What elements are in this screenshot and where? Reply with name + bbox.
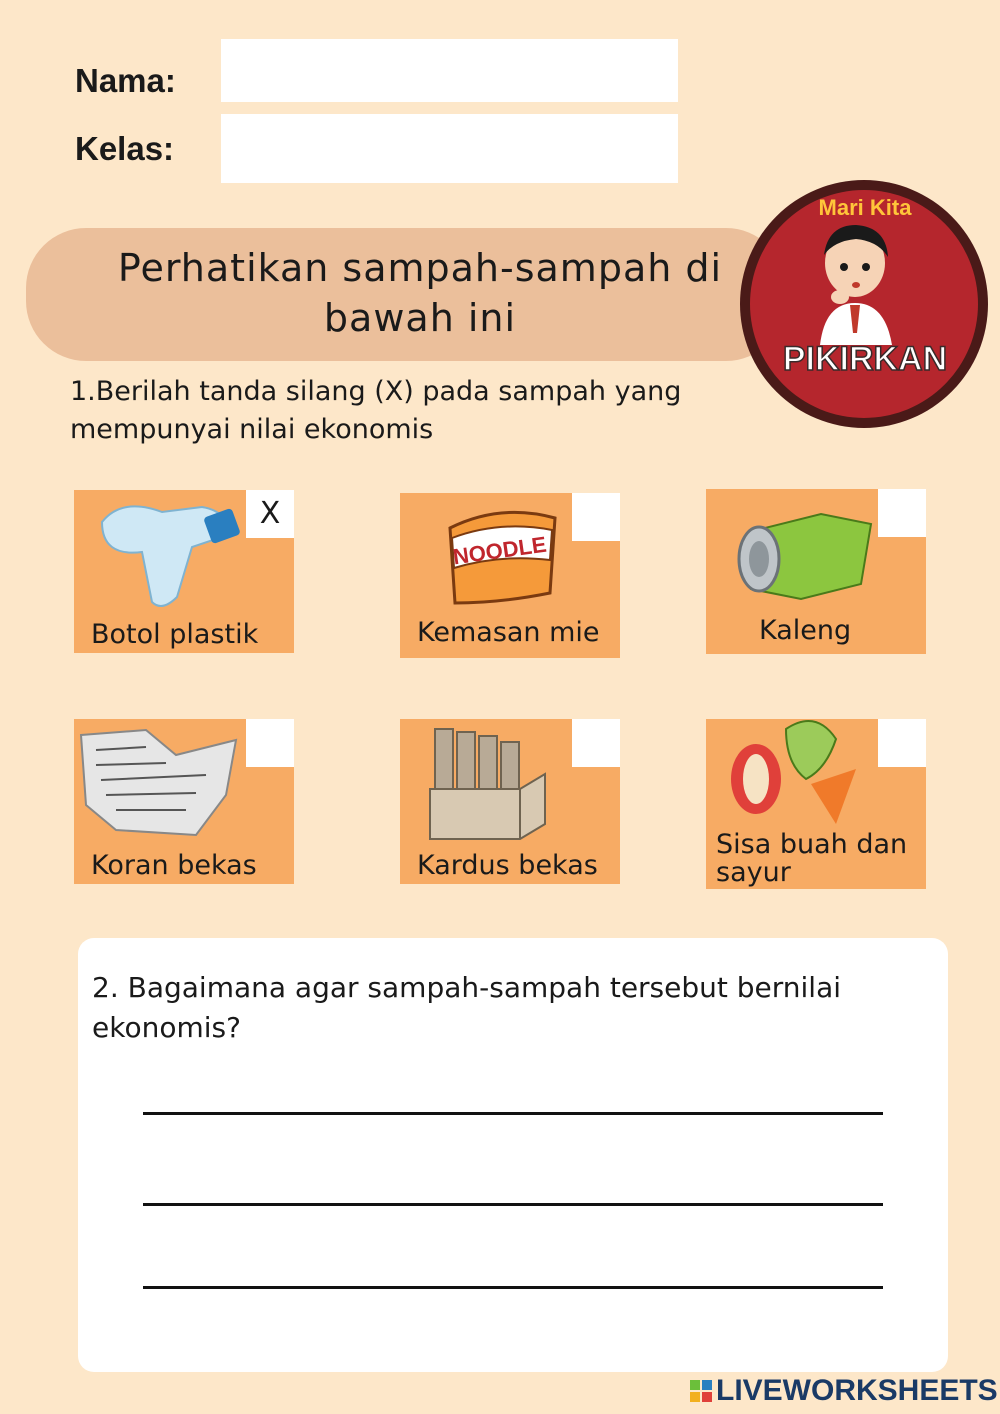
plastic-bottle-illustration bbox=[82, 492, 242, 612]
name-label: Nama: bbox=[75, 62, 176, 99]
food-scraps-illustration bbox=[716, 709, 886, 829]
label-food-scraps: Sisa buah dan sayur bbox=[716, 829, 908, 888]
footer-brand-text: LIVEWORKSHEETS bbox=[716, 1374, 998, 1407]
name-field[interactable] bbox=[221, 39, 678, 102]
footer-brand bbox=[690, 1374, 998, 1408]
answer-line[interactable] bbox=[143, 1112, 883, 1115]
label-can: Kaleng bbox=[759, 615, 852, 646]
badge-bottom-text: PIKIRKAN bbox=[782, 340, 948, 378]
card-can bbox=[706, 489, 926, 654]
student-thinking-illustration bbox=[800, 215, 910, 345]
banner-title: Perhatikan sampah-sampah di bawah ini bbox=[117, 246, 723, 340]
checkbox-newspaper[interactable] bbox=[246, 719, 294, 767]
checkbox-can[interactable] bbox=[878, 489, 926, 537]
label-noodle-pack: Kemasan mie bbox=[417, 617, 600, 648]
checkbox-food-scraps[interactable] bbox=[878, 719, 926, 767]
class-field[interactable] bbox=[221, 114, 678, 183]
can-illustration bbox=[731, 499, 881, 609]
card-noodle-pack bbox=[400, 493, 620, 658]
badge-top-text: Mari Kita bbox=[818, 195, 912, 220]
checkbox-plastic-bottle[interactable]: X bbox=[246, 490, 294, 538]
noodle-pack-illustration bbox=[440, 498, 565, 608]
checkbox-cardboard[interactable] bbox=[572, 719, 620, 767]
class-label: Kelas: bbox=[75, 130, 175, 167]
label-newspaper: Koran bekas bbox=[91, 850, 257, 881]
answer-line[interactable] bbox=[143, 1286, 883, 1289]
label-cardboard: Kardus bekas bbox=[417, 850, 598, 881]
answer-line[interactable] bbox=[143, 1203, 883, 1206]
checkbox-noodle-pack[interactable] bbox=[572, 493, 620, 541]
cardboard-box-illustration bbox=[425, 724, 555, 844]
card-newspaper bbox=[74, 719, 294, 884]
card-plastic-bottle bbox=[74, 490, 294, 653]
noodle-brand-text: NOODLE bbox=[451, 531, 548, 570]
question-1-text: 1.Berilah tanda silang (X) pada sampah yang mempunyai nilai ekonomis bbox=[70, 376, 682, 445]
newspaper-illustration bbox=[76, 725, 246, 840]
card-food-scraps bbox=[706, 719, 926, 889]
liveworksheets-logo-icon bbox=[690, 1380, 712, 1402]
question-2-text: 2. Bagaimana agar sampah-sampah tersebut bernilai ekonomis? bbox=[92, 971, 842, 1044]
label-plastic-bottle: Botol plastik bbox=[91, 619, 259, 650]
card-cardboard bbox=[400, 719, 620, 884]
